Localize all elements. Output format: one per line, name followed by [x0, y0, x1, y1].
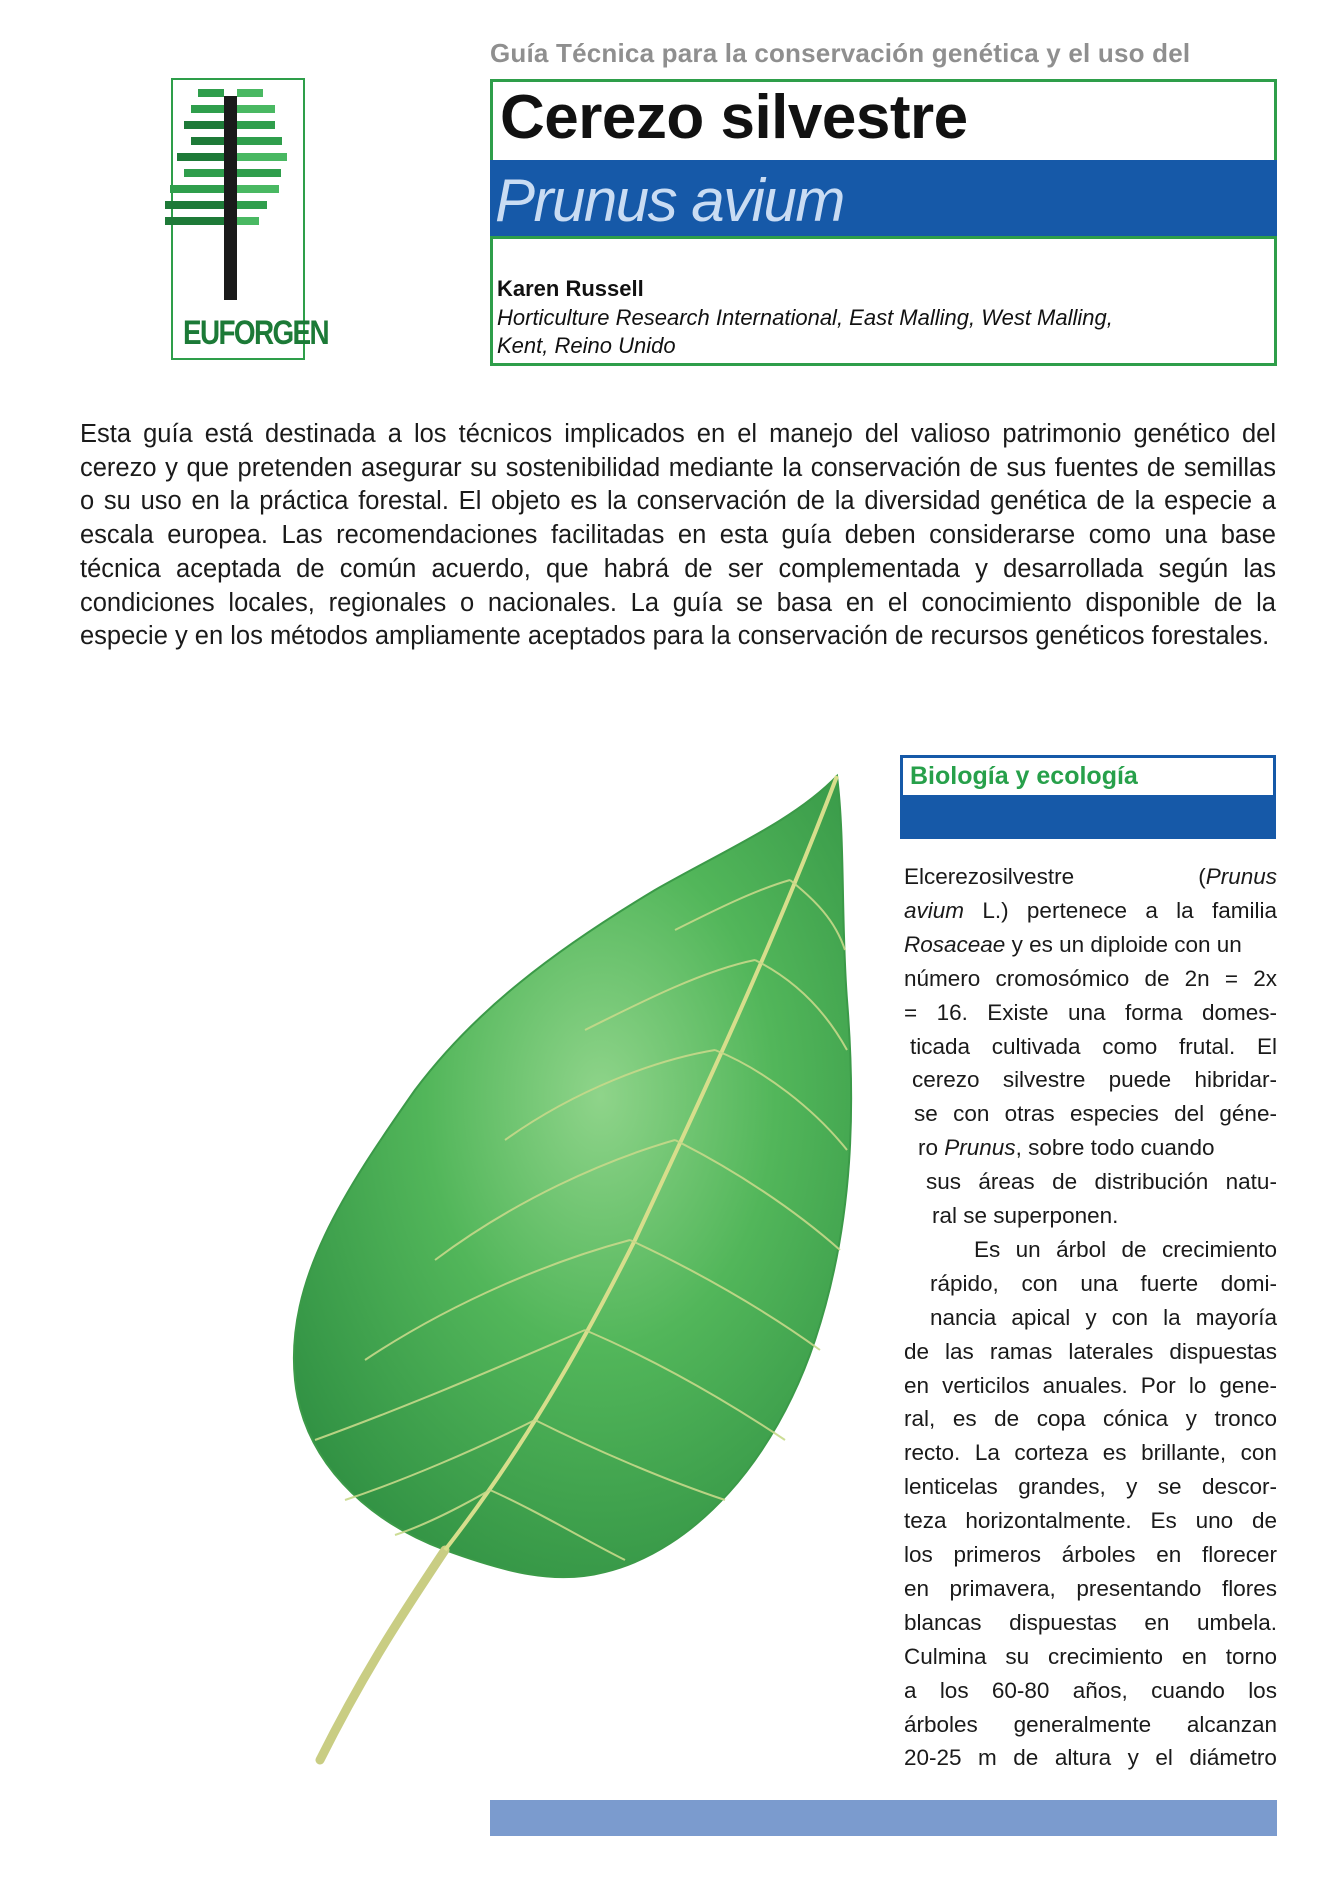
word: como: [1102, 1033, 1158, 1059]
word: en: [904, 1575, 930, 1601]
word: cromosómico: [995, 965, 1130, 991]
italic-term: Prunus: [1205, 864, 1277, 889]
word: mayoría: [1195, 1304, 1277, 1330]
word: diámetro: [1189, 1745, 1277, 1771]
word: =: [904, 999, 918, 1025]
word: de: [1251, 1508, 1277, 1534]
word: silvestre: [991, 864, 1075, 889]
body-line: [904, 1708, 1277, 1742]
word: su: [1005, 1643, 1030, 1669]
word: presentando: [1076, 1575, 1202, 1601]
word: en: [1144, 1609, 1170, 1635]
word: y: [1127, 1745, 1139, 1771]
word: Existe: [987, 999, 1049, 1025]
author-affiliation-line-2: Kent, Reino Unido: [497, 333, 676, 358]
body-line: [904, 1402, 1277, 1436]
body-line: [974, 1233, 1277, 1267]
text-run: [930, 1267, 1277, 1301]
word: géne-: [1219, 1101, 1277, 1127]
word: en: [904, 1372, 930, 1398]
word: con: [1240, 1440, 1277, 1466]
text-run: [904, 1572, 1277, 1606]
word: de: [994, 1406, 1020, 1432]
word: y: [1185, 1406, 1197, 1432]
text-run: [904, 1470, 1277, 1504]
word: flores: [1221, 1575, 1277, 1601]
page-title: Cerezo silvestre: [500, 83, 968, 152]
word: puede: [1108, 1067, 1172, 1093]
body-line: [904, 1606, 1277, 1640]
word: 20-25: [904, 1745, 962, 1771]
word: rápido,: [930, 1270, 999, 1296]
word: hibridar-: [1194, 1067, 1277, 1093]
word: silvestre: [1002, 1067, 1086, 1093]
word: árbol: [1056, 1236, 1107, 1262]
word: otras: [1004, 1101, 1055, 1127]
text-run: [930, 1301, 1277, 1335]
word: de: [1052, 1169, 1078, 1195]
text-run: ral se superponen.: [932, 1203, 1119, 1228]
word: pertenece: [1026, 897, 1127, 923]
word: natu-: [1225, 1169, 1277, 1195]
word: uno: [1195, 1508, 1234, 1534]
word: tronco: [1214, 1406, 1277, 1432]
word: apical: [1011, 1304, 1071, 1330]
body-line: [904, 1572, 1277, 1606]
text-run: [904, 1369, 1277, 1403]
word: del: [1174, 1101, 1205, 1127]
body-line: [904, 1504, 1277, 1538]
word: un: [1015, 1236, 1041, 1262]
word: 60-80: [991, 1677, 1050, 1703]
latin-name: Prunus avium: [495, 167, 844, 234]
word: es: [1102, 1440, 1127, 1466]
word: los: [904, 1542, 933, 1567]
word: torno: [1225, 1643, 1277, 1669]
word: Es: [974, 1236, 1001, 1262]
word: se: [1157, 1474, 1182, 1500]
author-name: Karen Russell: [497, 276, 644, 301]
word: 2x: [1253, 965, 1277, 991]
text-run: [904, 1335, 1277, 1369]
word: dispuestas: [1009, 1609, 1117, 1635]
word: árboles: [1061, 1542, 1136, 1567]
word: en: [1156, 1542, 1182, 1567]
body-line: [914, 1097, 1277, 1131]
word: brillante,: [1141, 1440, 1227, 1466]
cherry-leaf-illustration: [255, 760, 875, 1780]
footer-bar: [490, 1800, 1277, 1836]
word: ro: [918, 1135, 939, 1161]
body-line: [910, 1030, 1277, 1064]
word: L.): [982, 897, 1009, 923]
word: cerezo: [924, 864, 992, 889]
word: [1198, 860, 1277, 894]
text-run: [904, 1606, 1277, 1640]
word: cónica: [1103, 1406, 1169, 1432]
section-heading-band: [900, 795, 1276, 839]
author-affiliation-line-1: Horticulture Research International, East Malling, West Malling,: [497, 305, 1113, 330]
guide-series-line: Guía Técnica para la conservación genética y el uso del: [490, 38, 1191, 68]
word: los: [939, 1677, 969, 1703]
word: es: [952, 1406, 977, 1432]
word: y: [1085, 1304, 1097, 1330]
word: domes-: [1201, 999, 1277, 1025]
word: umbela.: [1196, 1609, 1277, 1635]
body-line: [904, 928, 1277, 962]
word: copa: [1036, 1406, 1086, 1432]
word: dispuestas: [1169, 1338, 1277, 1364]
word: verticilos: [942, 1372, 1030, 1398]
logo-wordmark: EUFORGEN: [183, 314, 328, 352]
word: gene-: [1219, 1372, 1277, 1398]
word: frutal.: [1179, 1033, 1236, 1059]
word: familia: [1211, 897, 1277, 923]
word: alcanzan: [1186, 1711, 1277, 1737]
word: ral,: [904, 1406, 936, 1432]
text-run: , sobre todo cuando: [1015, 1135, 1215, 1161]
word: ticada: [910, 1033, 971, 1059]
word: recto.: [904, 1440, 961, 1466]
word: El: [1256, 1033, 1277, 1059]
word: se: [914, 1101, 938, 1127]
divider: [490, 236, 1277, 239]
word: especies: [1069, 1101, 1159, 1127]
word: cuando: [1151, 1677, 1225, 1703]
word: la: [1176, 897, 1194, 923]
word: Culmina: [904, 1643, 987, 1669]
word: y: [1126, 1474, 1138, 1500]
word: altura: [1054, 1745, 1112, 1771]
body-line: [904, 1538, 1277, 1572]
word: de: [1144, 965, 1170, 991]
word: con: [953, 1101, 990, 1127]
word: 16.: [936, 999, 968, 1025]
word: lenticelas: [904, 1474, 998, 1500]
word: teza: [904, 1508, 947, 1534]
word: 2n: [1184, 965, 1210, 991]
word: número: [904, 965, 981, 991]
italic-term: Rosaceae: [904, 931, 1006, 957]
word: domi-: [1220, 1270, 1277, 1296]
text-run: [904, 1436, 1277, 1470]
word: El: [904, 864, 925, 889]
body-line: [904, 1436, 1277, 1470]
word: a: [904, 1677, 917, 1703]
text-run: [904, 1674, 1277, 1708]
word: el: [1155, 1745, 1173, 1771]
word: Es: [1150, 1508, 1177, 1534]
word: árboles: [904, 1711, 978, 1737]
word: laterales: [1068, 1338, 1154, 1364]
word: generalmente: [1013, 1711, 1152, 1737]
body-line: [904, 1741, 1277, 1775]
body-line: [930, 1301, 1277, 1335]
word: de: [1121, 1236, 1147, 1262]
text-run: [926, 1165, 1277, 1199]
word: con: [1021, 1270, 1058, 1296]
italic-term: Prunus: [944, 1135, 1016, 1161]
body-line: [904, 1640, 1277, 1674]
paren: (: [1198, 864, 1206, 889]
body-line: [930, 1267, 1277, 1301]
intro-paragraph: Esta guía está destinada a los técnicos implicados en el manejo del valioso patrimonio genético del cerezo y que pretenden asegurar su sostenibilidad mediante la conservación de sus fuentes de semillas o su uso en la práctica forestal. El objeto es la conservación de la diversidad genética de la especie a escala europea. Las recomendaciones facilitadas en esta guía deben considerarse como una base técnica aceptada de común acuerdo, que habrá de ser complementada y desarrollada según las condiciones locales, regionales o nacionales. La guía se basa en el conocimiento disponible de la especie y en los métodos ampliamente aceptados para la conservación de recursos genéticos forestales.: [80, 420, 1276, 651]
word: áreas: [978, 1169, 1035, 1195]
word: lo: [1188, 1372, 1207, 1398]
tree-logo-icon: [165, 78, 325, 318]
word: ramas: [989, 1338, 1053, 1364]
text-run: [904, 1708, 1277, 1742]
text-run: [904, 1741, 1277, 1775]
text-run: y es un diploide con un: [1011, 931, 1242, 957]
word: nancia: [930, 1304, 997, 1330]
body-line: [904, 1369, 1277, 1403]
word: los: [1248, 1677, 1277, 1703]
word: crecimiento: [1047, 1643, 1163, 1669]
word: Por: [1140, 1372, 1176, 1398]
word: cultivada: [991, 1033, 1081, 1059]
word: descor-: [1201, 1474, 1277, 1500]
word: blancas: [904, 1609, 982, 1635]
body-line: [904, 996, 1277, 1030]
text-run: [914, 1097, 1277, 1131]
body-line: [904, 860, 1277, 894]
word: fuerte: [1140, 1270, 1199, 1296]
text-run: [910, 1030, 1277, 1064]
word: primeros: [953, 1542, 1041, 1567]
word: crecimiento: [1161, 1236, 1277, 1262]
word: una: [1080, 1270, 1118, 1296]
word: La: [974, 1440, 1000, 1466]
body-line: [904, 894, 1277, 928]
word: en: [1181, 1643, 1207, 1669]
word: sus: [926, 1169, 962, 1195]
euforgen-logo: [165, 78, 328, 368]
word: una: [1068, 999, 1106, 1025]
word: horizontalmente.: [965, 1508, 1132, 1534]
body-line: [932, 1199, 1118, 1233]
word: de: [1013, 1745, 1039, 1771]
body-line: [904, 1335, 1277, 1369]
body-line: [904, 1674, 1277, 1708]
text-run: [904, 1640, 1277, 1674]
text-run: [904, 1504, 1277, 1538]
word: =: [1224, 965, 1239, 991]
word: con: [1111, 1304, 1148, 1330]
word: la: [1163, 1304, 1181, 1330]
body-line: [918, 1131, 1214, 1165]
word: a: [1145, 897, 1158, 923]
word: m: [978, 1745, 997, 1771]
body-line: [912, 1063, 1277, 1097]
body-line: [926, 1165, 1277, 1199]
text-run: [904, 962, 1277, 996]
text-run: [904, 996, 1277, 1030]
section-title: Biología y ecología: [910, 762, 1138, 790]
word: cerezo: [912, 1067, 980, 1093]
text-run: [904, 1402, 1277, 1436]
text-run: [974, 1233, 1277, 1267]
word: años,: [1072, 1677, 1128, 1703]
word: anuales.: [1042, 1372, 1128, 1398]
word: las: [945, 1338, 974, 1364]
word: primavera,: [949, 1575, 1056, 1601]
text-run: [904, 1538, 1277, 1572]
body-line: [904, 962, 1277, 996]
italic-term: avium: [904, 897, 965, 923]
word: corteza: [1014, 1440, 1089, 1466]
text-run: [912, 1063, 1277, 1097]
word: distribución: [1094, 1169, 1209, 1195]
word: forma: [1125, 999, 1183, 1025]
word: florecer: [1201, 1542, 1277, 1567]
word: grandes,: [1018, 1474, 1106, 1500]
body-line: [904, 1470, 1277, 1504]
word: de: [904, 1338, 930, 1364]
